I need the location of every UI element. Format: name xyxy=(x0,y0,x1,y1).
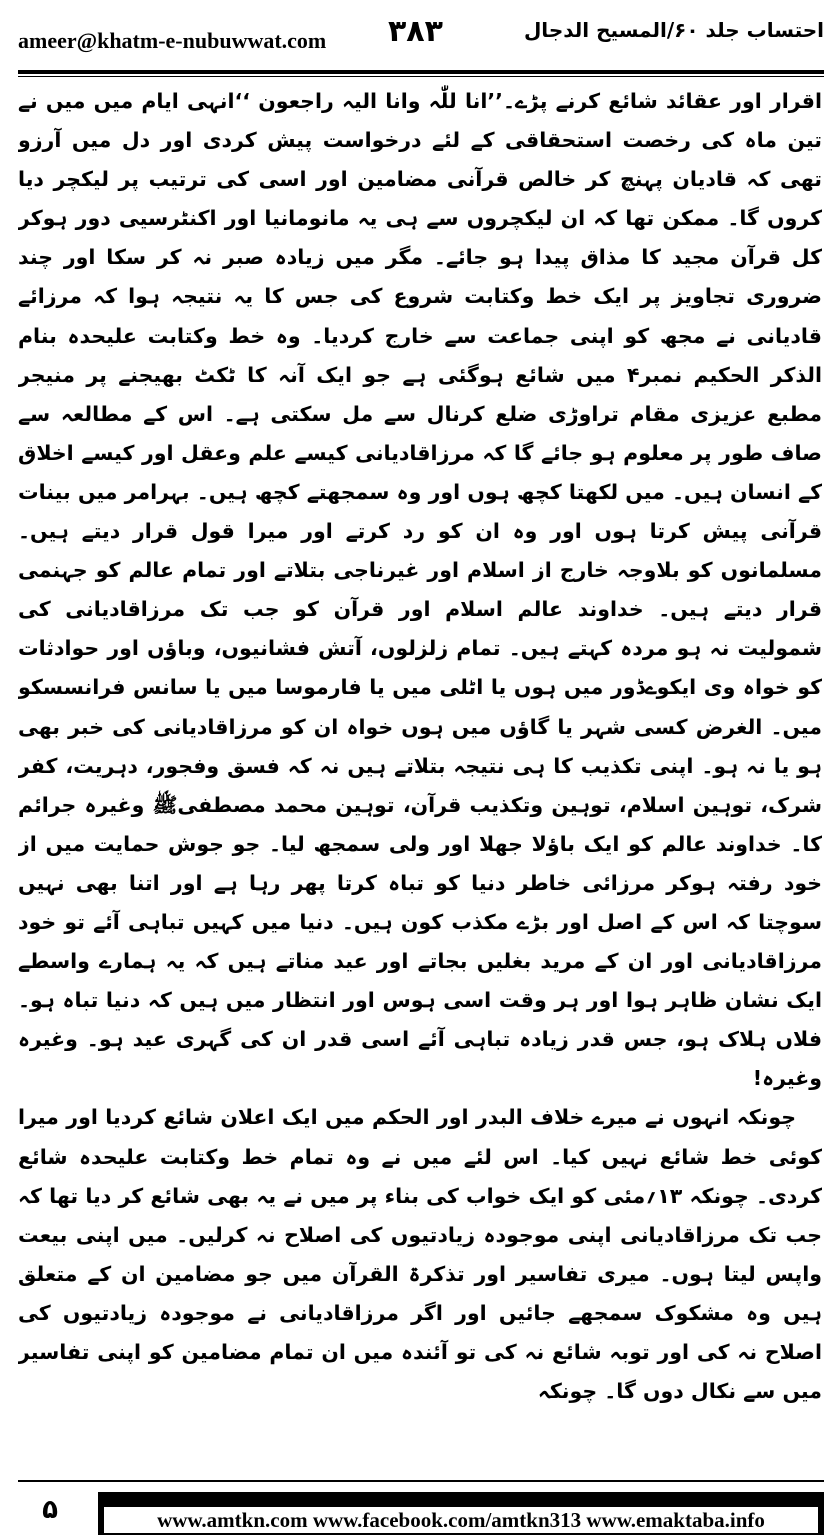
paragraph-1: اقرار اور عقائد شائع کرنے پڑے۔’’انا للّٰہ وانا الیہ راجعون ‘‘انہی ایام میں میں نے تین ماہ کی رخصت استحقاقی کے لئے درخواست پیش کردی اور دل میں آرزو تھی کہ قادیان پہنچ کر خالص قرآنی مضامین اور اسی کی ترتیب پر لیکچر دیا کروں گا۔ ممکن تھا کہ ان لیکچروں سے ہی یہ مانومانیا اور اکنٹرسیی دور ہوکر کل قرآن مجید کا مذاق پیدا ہو جائے۔ مگر میں زیادہ صبر نہ کر سکا اور چند ضروری تجاویز پر ایک خط وکتابت شروع کی جس کا یہ نتیجہ ہوا کہ مرزائے قادیانی نے مجھ کو اپنی جماعت سے خارج کردیا۔ وہ خط وکتابت علیحدہ بنام الذکر الحکیم نمبر۴ میں شائع ہوگئی ہے جو ایک آنہ کا ٹکٹ بھیجنے پر منیجر مطبع عزیزی مقام تراوڑی ضلع کرنال سے مل سکتی ہے۔ اس کے مطالعہ سے صاف طور پر معلوم ہو جائے گا کہ مرزاقادیانی کیسے علم وعقل اور کیسے اخلاق کے انسان ہیں۔ میں لکھتا کچھ ہوں اور وہ سمجھتے کچھ ہیں۔ بہرامر میں بینات قرآنی پیش کرتا ہوں اور وہ ان کو رد کرتے اور میرا قول قرار دیتے ہیں۔ مسلمانوں کو بلاوجہ خارج از اسلام اور غیرناجی بتلاتے اور تمام عالم کو جہنمی قرار دیتے ہیں۔ خداوند عالم اسلام اور قرآن کو جب تک مرزاقادیانی کی شمولیت نہ ہو مردہ کہتے ہیں۔ تمام زلزلوں، آتش فشانیوں، وباؤں اور حوادثات کو خواہ وی ایکوےڈور میں ہوں یا اٹلی میں یا فارموسا میں یا سانس فرانسسکو میں۔ الغرض کسی شہر یا گاؤں میں ہوں خواہ ان کو مرزاقادیانی کی خبر بھی ہو یا نہ ہو۔ اپنی تکذیب کا ہی نتیجہ بتلاتے ہیں نہ کہ فسق وفجور، دہریت، کفر شرک، توہین اسلام، توہین وتکذیب قرآن، توہین محمد مصطفیﷺ وغیرہ جرائم کا۔ خداوند عالم کو ایک باؤلا جھلا اور ولی سمجھ لیا۔ جو جوش حمایت میں از خود رفتہ ہوکر مرزائی خاطر دنیا کو تباہ کرتا پھر رہا ہے اور اتنا بھی نہیں سوچتا کہ اس کے اصل اور بڑے مکذب کون ہیں۔ دنیا میں کہیں تباہی آئے تو خود مرزاقادیانی اور ان کے مرید بغلیں بجاتے اور عید مناتے ہیں کہ یہ ہمارے واسطے ایک نشان ظاہر ہوا اور ہر وقت اسی ہوس اور انتظار میں ہیں کہ دنیا تباہ ہو۔ فلاں ہلاک ہو، جس قدر زیادہ تباہی آئے اسی قدر ان کی گہری عید ہو۔ وغیرہ وغیرہ! xyxy=(18,89,822,1091)
footer-bar xyxy=(98,1492,824,1535)
header-book-title: احتساب جلد ۶۰/المسیح الدجال xyxy=(523,18,824,42)
main-text xyxy=(18,82,822,1472)
paragraph-2: چونکہ انہوں نے میرے خلاف البدر اور الحکم میں ایک اعلان شائع کردیا اور میرا کوئی خط شائع نہیں کیا۔ اس لئے میں نے وہ تمام خط وکتابت علیحدہ شائع کردی۔ چونکہ ۱۳؍مئی کو ایک خواب کی بناء پر میں نے یہ بھی شائع کر دیا تھا کہ جب تک مرزاقادیانی اپنی موجودہ زیادتیوں کی اصلاح نہ کرلیں۔ میں اپنی بیعت واپس لیتا ہوں۔ میری تفاسیر اور تذکرۃ القرآن میں جو مضامین ان کے متعلق ہیں وہ مشکوک سمجھے جائیں اور اگر مرزاقادیانی نے موجودہ زیادتیوں کی اصلاح نہ کی اور توبہ شائع نہ کی تو آئندہ میں ان تمام مضامین کو اپنی تفاسیر میں سے نکال دوں گا۔ چونکہ xyxy=(18,1105,822,1404)
page-footer xyxy=(0,1476,840,1540)
header-email: ameer@khatm-e-nubuwwat.com xyxy=(18,28,327,53)
footer-divider xyxy=(18,1480,824,1482)
header-page-number: ۳۸۳ xyxy=(388,14,443,49)
footer-links: www.amtkn.com www.facebook.com/amtkn313 www.emaktaba.info xyxy=(104,1507,818,1533)
header-divider xyxy=(18,70,824,77)
page-header xyxy=(18,6,824,66)
footer-page-number: ۵ xyxy=(42,1495,58,1525)
